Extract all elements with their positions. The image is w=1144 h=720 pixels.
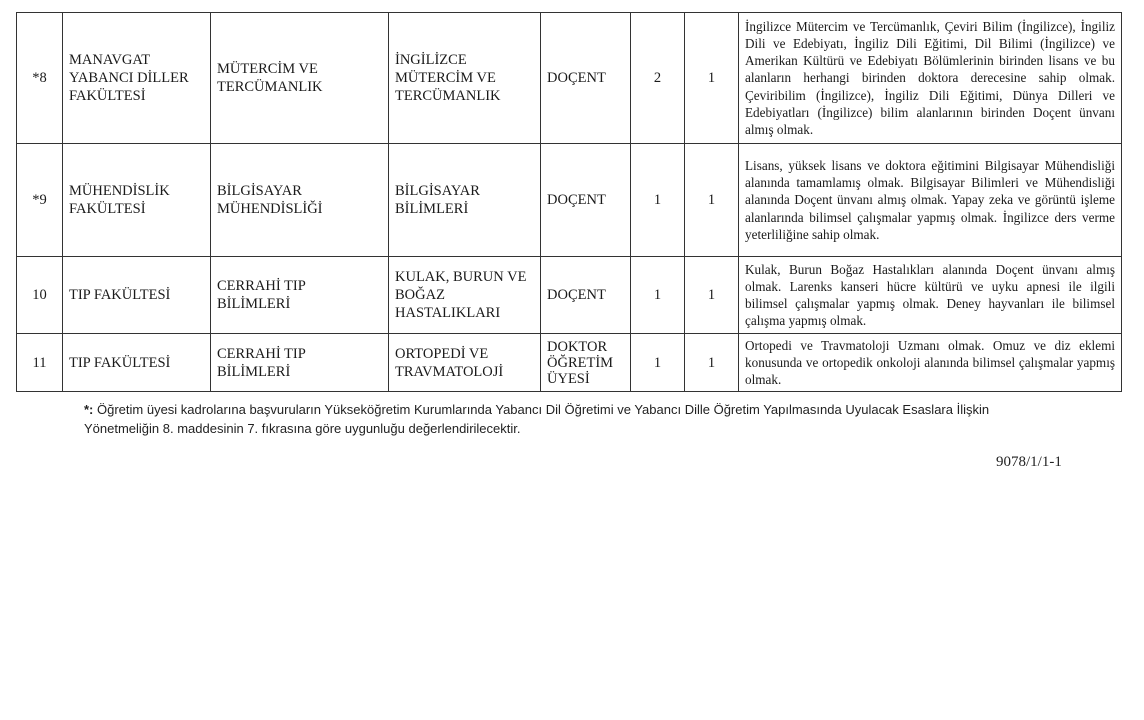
table-row bbox=[17, 334, 1122, 392]
count-cell: 1 bbox=[685, 257, 739, 334]
row-number-cell: 11 bbox=[17, 334, 63, 392]
division-cell: İNGİLİZCE MÜTERCİM VE TERCÜMANLIK bbox=[389, 13, 541, 144]
division-cell: BİLGİSAYAR BİLİMLERİ bbox=[389, 144, 541, 257]
degree-cell: 1 bbox=[631, 334, 685, 392]
faculty-position-table bbox=[16, 12, 1122, 392]
degree-cell: 2 bbox=[631, 13, 685, 144]
faculty-cell: MANAVGAT YABANCI DİLLER FAKÜLTESİ bbox=[63, 13, 211, 144]
degree-cell: 1 bbox=[631, 257, 685, 334]
table-row bbox=[17, 144, 1122, 257]
requirements-cell: İngilizce Mütercim ve Tercümanlık, Çeviri Bilim (İngilizce), İngiliz Dili ve Edebiyatı, İngiliz Dili Eğitimi, Dil Bilimi (İngilizce) ve Amerikan Kültürü ve Edebiyatı Bölümlerinin birinden lisans ve bu alanların herhangi birinden doktora derecesine sahip olmak. Çeviribilim (İngilizce), İngiliz Dili Eğitimi, Dünya Dilleri ve Edebiyatları (İngilizce) bilim alanlarının birinden Doçent ünvanı almış olmak. bbox=[739, 13, 1122, 144]
table-row bbox=[17, 13, 1122, 144]
department-cell: CERRAHİ TIP BİLİMLERİ bbox=[211, 334, 389, 392]
faculty-cell: MÜHENDİSLİK FAKÜLTESİ bbox=[63, 144, 211, 257]
faculty-cell: TIP FAKÜLTESİ bbox=[63, 334, 211, 392]
count-cell: 1 bbox=[685, 13, 739, 144]
department-cell: BİLGİSAYAR MÜHENDİSLİĞİ bbox=[211, 144, 389, 257]
title-cell: DOÇENT bbox=[541, 257, 631, 334]
footnote bbox=[84, 400, 1044, 438]
row-number-cell: *9 bbox=[17, 144, 63, 257]
document-number: 9078/1/1-1 bbox=[996, 454, 1062, 470]
division-cell: KULAK, BURUN VE BOĞAZ HASTALIKLARI bbox=[389, 257, 541, 334]
requirements-cell: Kulak, Burun Boğaz Hastalıkları alanında Doçent ünvanı almış olmak. Larenks kanseri hücre kültürü ve uyku apnesi ile ilgili bilimsel çalışmalar yapmış olmak. Deney hayvanları ile bilimsel çalışma yapmış olmak. bbox=[739, 257, 1122, 334]
table-row bbox=[17, 257, 1122, 334]
title-cell: DOÇENT bbox=[541, 144, 631, 257]
division-cell: ORTOPEDİ VE TRAVMATOLOJİ bbox=[389, 334, 541, 392]
faculty-cell: TIP FAKÜLTESİ bbox=[63, 257, 211, 334]
count-cell: 1 bbox=[685, 334, 739, 392]
requirements-cell: Lisans, yüksek lisans ve doktora eğitimini Bilgisayar Mühendisliği alanında tamamlamış olmak. Bilgisayar Bilimleri ve Mühendisliği alanında Doçent ünvanı almış olmak. Yapay zeka ve görüntü işleme alanlarında bilimsel çalışmalar yapmış olmak. İngilizce ders verme yeterliliğine sahip olmak. bbox=[739, 144, 1122, 257]
footnote-text: Öğretim üyesi kadrolarına başvuruların Yükseköğretim Kurumlarında Yabancı Dil Öğretimi ve Yabancı Dille Öğretim Yapılmasında Uyulacak Esaslara İlişkin Yönetmeliğin 8. maddesinin 7. fıkrasına göre uygunluğu değerlendirilecektir. bbox=[84, 402, 990, 436]
requirements-cell: Ortopedi ve Travmatoloji Uzmanı olmak. Omuz ve diz eklemi konusunda ve ortopedik onkoloji alanında bilimsel çalışmalar yapmış olmak. bbox=[739, 334, 1122, 392]
department-cell: CERRAHİ TIP BİLİMLERİ bbox=[211, 257, 389, 334]
row-number-cell: *8 bbox=[17, 13, 63, 144]
footnote-mark: *: bbox=[84, 402, 94, 417]
title-cell: DOKTOR ÖĞRETİM ÜYESİ bbox=[541, 334, 631, 392]
title-cell: DOÇENT bbox=[541, 13, 631, 144]
row-number-cell: 10 bbox=[17, 257, 63, 334]
department-cell: MÜTERCİM VE TERCÜMANLIK bbox=[211, 13, 389, 144]
degree-cell: 1 bbox=[631, 144, 685, 257]
count-cell: 1 bbox=[685, 144, 739, 257]
